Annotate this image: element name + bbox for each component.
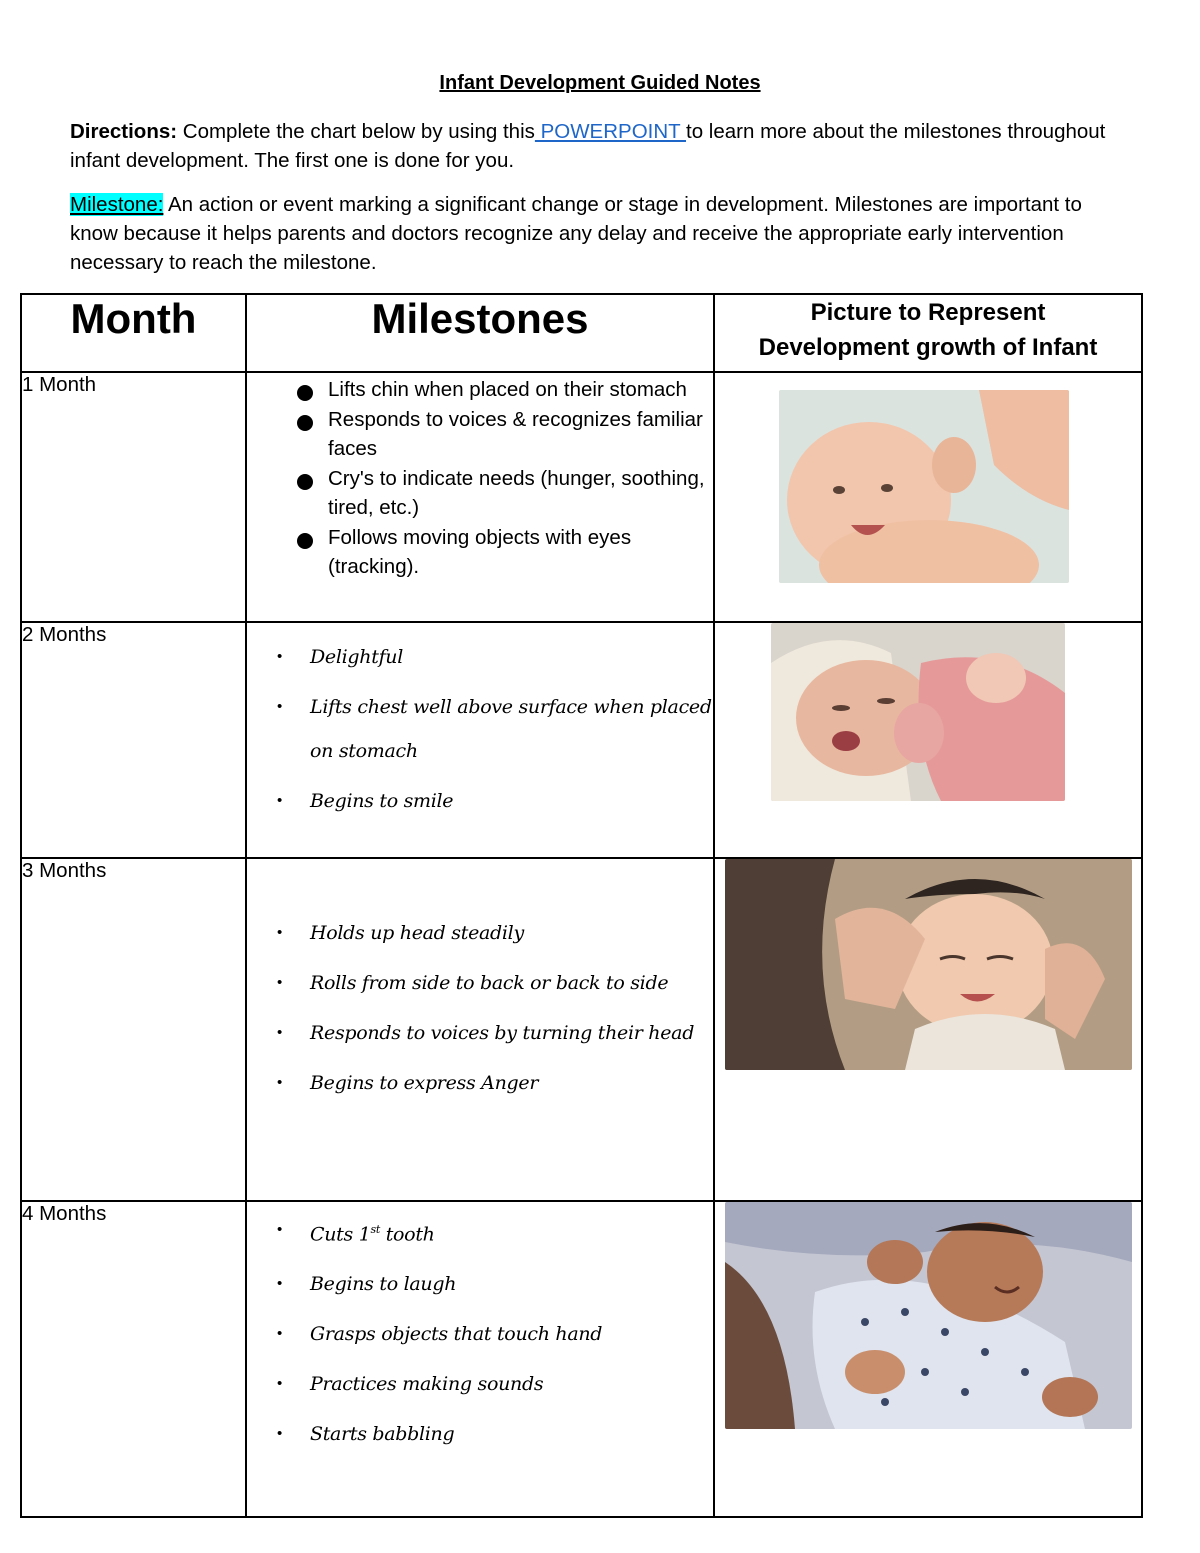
milestone-list [247, 1208, 713, 1456]
month-cell: 2 Months [21, 622, 246, 858]
item-text-prefix: Cuts 1 [310, 1223, 371, 1246]
list-item: • Starts babbling [277, 1412, 713, 1456]
milestone-chart [20, 293, 1143, 1518]
list-item: • Delightful [277, 635, 713, 679]
list-item: Responds to voices & recognizes familiar faces [287, 405, 713, 464]
list-item: • Responds to voices by turning their head [277, 1011, 713, 1055]
list-item: • Begins to express Anger [277, 1061, 713, 1105]
list-item: • Grasps objects that touch hand [277, 1312, 713, 1356]
milestones-cell [246, 1201, 714, 1517]
milestone-text: An action or event marking a significant change or stage in development. Milestones are important to know because it helps parents and doctors recognize any delay and receive the appropriate early intervention necessary to reach the milestone. [70, 193, 1082, 274]
milestone-list [247, 911, 713, 1105]
list-item: • Rolls from side to back or back to side [277, 961, 713, 1005]
picture-cell [714, 372, 1142, 622]
list-item: • Lifts chest well above surface when placed on stomach [277, 685, 713, 773]
milestones-cell [246, 858, 714, 1201]
picture-cell [714, 1201, 1142, 1517]
directions-text-1: Complete the chart below by using this [177, 120, 535, 143]
list-item: Cry's to indicate needs (hunger, soothing, tired, etc.) [287, 464, 713, 523]
list-item: Lifts chin when placed on their stomach [287, 375, 713, 405]
table-header-row [21, 294, 1142, 372]
milestones-cell [246, 372, 714, 622]
baby-photo-2 [771, 623, 1065, 801]
list-item: • Holds up head steadily [277, 911, 713, 955]
list-item [277, 1208, 713, 1256]
list-item: • Practices making sounds [277, 1362, 713, 1406]
list-item: • Begins to laugh [277, 1262, 713, 1306]
header-month: Month [21, 294, 246, 372]
milestone-term: Milestone: [70, 193, 164, 216]
baby-photo-3 [725, 859, 1132, 1070]
directions-text-2: to learn more about the milestones throughout infant development. The first one is done for you. [70, 120, 1106, 172]
header-picture [714, 294, 1142, 372]
powerpoint-link[interactable]: POWERPOINT [534, 120, 686, 143]
item-text-sup: st [370, 1223, 380, 1236]
table-row [21, 858, 1142, 1201]
list-item: • Begins to smile [277, 779, 713, 823]
month-cell: 3 Months [21, 858, 246, 1201]
milestone-list [247, 375, 713, 582]
milestone-list [247, 635, 713, 823]
header-picture-line2: Development growth of Infant [758, 334, 1098, 361]
milestones-cell [246, 622, 714, 858]
item-text-suffix: tooth [379, 1223, 435, 1246]
directions-paragraph [70, 117, 1130, 175]
header-milestones: Milestones [246, 294, 714, 372]
header-picture-line1: Picture to Represent [810, 299, 1046, 326]
baby-photo-4 [725, 1202, 1132, 1429]
page-title: Infant Development Guided Notes [439, 72, 761, 94]
table-row [21, 1201, 1142, 1517]
directions-label: Directions: [70, 120, 178, 143]
baby-photo-1 [779, 390, 1069, 583]
month-cell: 4 Months [21, 1201, 246, 1517]
milestone-definition [70, 190, 1130, 277]
picture-cell [714, 858, 1142, 1201]
list-item: Follows moving objects with eyes (tracking). [287, 523, 713, 582]
picture-cell [714, 622, 1142, 858]
table-row [21, 622, 1142, 858]
month-cell: 1 Month [21, 372, 246, 622]
table-row [21, 372, 1142, 622]
